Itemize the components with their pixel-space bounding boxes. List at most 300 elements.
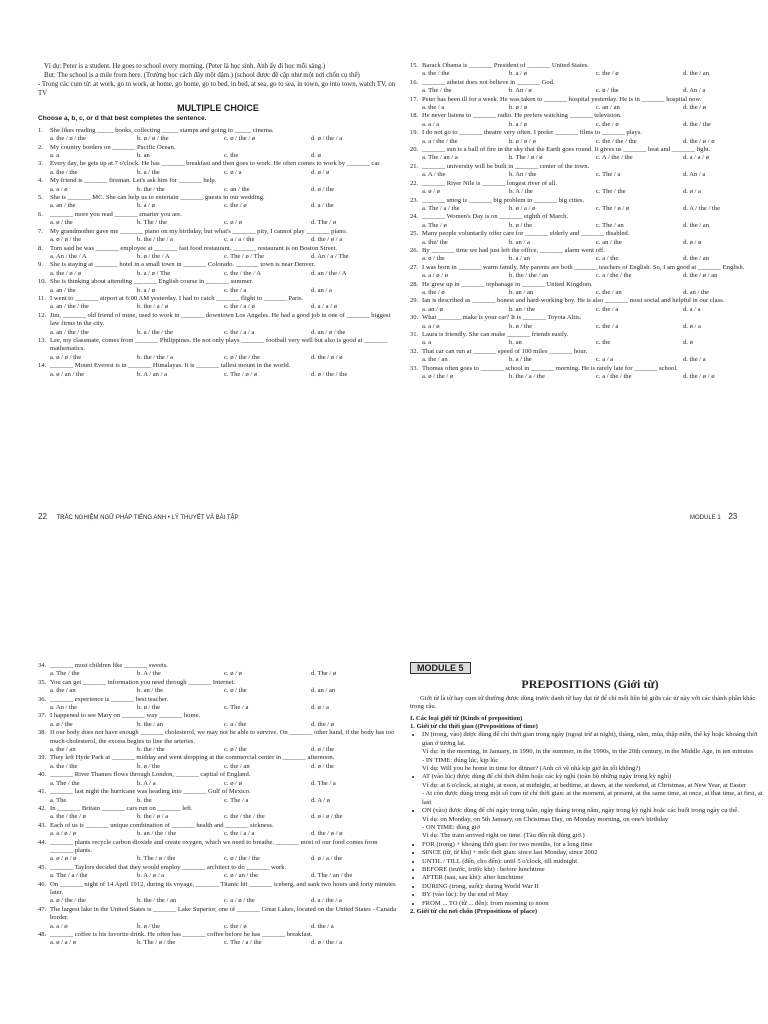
answer-option: b. A / the [137,670,161,678]
answer-option: c. a / a [596,356,614,364]
answer-option: b. the / ø / a [137,813,169,821]
answer-option: a. The / the [50,779,80,787]
answer-option: c. the / an [596,288,622,296]
answer-option: d. the / a [311,922,334,930]
answer-option: b. a / an [509,255,530,263]
answer-option: a. ø / ø / the [50,236,82,244]
question-text: You can get _______ information you need through _______ Internet. [50,678,236,686]
answer-option: d. the / ø / ø [311,353,343,361]
question-number: 13. [38,336,47,344]
answer-option: b. an / the / the [137,830,177,838]
question-number: 29. [410,297,419,305]
question-text: The largest lake in the United States is _______ Lake Superior, one of _______ Great Lakes, located on the United States - Canada border. [50,905,397,922]
answer-option: a. ø / the / ø [422,373,454,381]
answer-option: d. the / an [683,255,710,263]
question-number: 10. [38,278,47,286]
question-text: _______ most children like _______ sweets. [50,662,168,669]
answer-option: a. The / the [422,87,452,95]
answer-option: c. the / the / A [224,269,261,277]
answer-option: a. The / the [50,670,80,678]
footer-module: MODULE 1 [690,515,721,521]
question-item [410,348,768,365]
answer-option: c. an / the [224,185,250,193]
question-item [38,805,398,822]
answer-option: b. ø / the / A [137,252,170,260]
answer-option: a. ø / the [50,219,73,227]
question-number: 44. [38,838,47,846]
answer-option: d. the / ø [311,720,335,728]
question-number: 37. [38,712,47,720]
answer-option: b. ø / a / ø [509,204,536,212]
question-item [38,160,398,177]
question-item [410,112,768,129]
answer-option: c. an / an [596,104,620,112]
answer-option: d. ø / ø [311,168,330,176]
question-item [38,839,398,864]
question-item [410,129,768,146]
question-number: 42. [38,804,47,812]
example-line: Ví dụ: at 6 o'clock, at night, at noon, at midnight, at bedtime, at dawn, at the weekend, at Christmas, at New Year, at Easter [422,781,746,789]
question-text: Peter has been ill for a week. He was taken to _______ hospital yesterday. He is in _______ hospital now. [422,95,702,103]
example-line: - At còn được dùng trong một số cụm từ chỉ thời gian: at the moment, at present, at the same time, at once, at that time, at first, at last [422,790,763,806]
answer-option: a. the / ø / the [50,135,86,143]
answer-option: c. the / the / the [596,137,637,145]
answer-option: b. a / the [137,168,160,176]
preposition-item: • AFTER (sau, sau khi): after lunchtime [422,874,768,882]
question-number: 7. [38,227,43,235]
example-line: Ví dụ: on Monday, on 5th January, on Christmas Day, on Monday morning, on one's birthday [422,815,669,823]
note-example-school: Ví dụ: Peter is a student. He goes to school every morning. (Peter là học sinh. Anh ấy đi học mỗi sáng.) [44,63,326,70]
question-number: 17. [410,95,419,103]
question-item [410,197,768,214]
question-text: My grandmother gave me _______ piano on my birthday, but what's _______ pity, I cannot play _______ piano. [50,227,348,235]
question-number: 38. [38,729,47,737]
question-text: _______ coffee is his favorite drink. He often has _______ coffee before he has _______ breakfast. [50,931,313,938]
answer-option: d. ø / the [311,746,335,754]
answer-option: a. a / ø / ø [422,272,449,280]
answer-option: a. a / ø [422,322,440,330]
question-item [410,96,768,113]
example-line: - IN TIME: đúng lúc, kịp lúc [422,756,499,764]
answer-option: d. ø / a [311,704,329,712]
question-number: 12. [38,311,47,319]
answer-option: d. ø [311,152,321,160]
answer-option: d. ø / ø / the [311,813,343,821]
question-item [410,331,768,348]
answer-option: b. a / ø [509,120,527,128]
answer-option: d. An / a / The [311,252,349,260]
question-item [410,281,768,298]
answer-option: c. ø / the [596,87,619,95]
answer-option: c. the / ø [596,70,619,78]
answer-option: d. the / an [683,70,710,78]
answer-option: a. a [50,152,60,160]
answer-option: c. the / a [596,305,619,313]
answer-option: a. The / a / the [422,204,460,212]
question-text: In _______ Britain _______ cars run on _______ left. [50,804,193,812]
answer-option: a. the / the [50,762,78,770]
preposition-item: • BEFORE (trước, trước khi) : before lunchtime [422,866,768,874]
question-text: If our body does not have enough _______ cholesterol, we may not be able to survive. On _______ other hand, if the body has too much cholesterol, the excess begins to line the arteries. [50,729,395,745]
answer-option: b. A / the [509,188,533,196]
answer-option: c. The / the [596,188,626,196]
answer-option: d. ø / the / a [311,135,343,143]
answer-option: a. the/ the [422,238,448,246]
answer-option: a. ø / a / ø [50,939,77,947]
question-number: 8. [38,244,43,252]
question-item [38,261,398,278]
answer-option: a. an / the / the [50,303,89,311]
question-text: _______ sun is a ball of fire in the sky that the Earth goes round. It gives us _______ heat and _______ light. [422,146,711,154]
answer-option: d. an / an [311,687,336,695]
question-text: What _______ make is your car? It is _______ Toyota Altis. [422,314,582,322]
answer-option: d. the / ø / an [683,272,718,280]
preposition-item: • BY (vào lúc): by the end of May [422,891,768,899]
answer-option: a. ø / ø / the [50,353,82,361]
question-item [38,278,398,295]
answer-option: d. An / a [683,171,706,179]
question-item [38,312,398,337]
answer-option: c. ø / ø [224,670,242,678]
question-number: 33. [410,364,419,372]
question-item [38,822,398,839]
answer-option: a. The / ø [422,221,447,229]
answer-option: b. ø / the [137,704,161,712]
answer-option: d. ø / ø [683,238,702,246]
answer-option: c. The / ø / ø [224,370,258,378]
answer-option: b. An / ø [509,87,532,95]
question-text: He never listens to _______ radio. He prefers watching _______ television. [422,112,622,120]
answer-option: b. the / the / a [137,236,173,244]
answer-option: d. A / the / the [683,204,720,212]
answer-option: a. A / the [422,171,446,179]
answer-option: b. a / ø / The [137,269,171,277]
question-item [38,194,398,211]
answer-option: c. ø / a [224,168,242,176]
answer-option: b. ø / ø [509,104,528,112]
question-text: She is staying at _______ hotel in a small town in _______ Colorado. _______ town is near Denver. [50,261,316,269]
question-item [410,297,768,314]
question-number: 26. [410,246,419,254]
answer-option: c. ø / the [224,746,247,754]
answer-option: b. a / ø [137,286,155,294]
answer-option: c. the / ø [224,922,247,930]
question-number: 48. [38,931,47,938]
answer-option: c. The / an [596,221,624,229]
answer-option: b. the / a / the [509,373,545,381]
question-text: Thomas often goes to _______ school in _______ morning. He is rarely late for _______ school. [422,364,678,372]
question-number: 47. [38,905,47,913]
preposition-item: • ON (vào) được dùng để chỉ ngày trong tuần, ngày tháng trong năm, ngày trong kỳ nghỉ hoặc các buổi trong ngày cụ thể. [422,807,768,815]
answer-option: a. the / an [50,746,76,754]
question-item [410,213,768,230]
answer-option: b. ø / the [509,221,533,229]
answer-option: a. the / the [422,70,450,78]
question-list [410,62,768,381]
instruction: Choose a, b, c, or d that best completes the sentence. [38,115,207,123]
answer-option: d. the / a [683,356,706,364]
page-24 [38,662,398,948]
answer-option: d. the / ø [683,104,707,112]
question-item [410,230,768,247]
answer-option: b. The / ø / ø [509,154,543,162]
preposition-item: • DURING (trong, suốt): during World War II [422,883,768,891]
question-number: 9. [38,261,43,269]
question-number: 1. [38,126,43,134]
answer-option: b. A / ø / a [137,872,165,880]
page-number: 23 [728,512,738,521]
question-text: Each of us is _______ unique combination of _______ health and _______ sickness. [50,821,274,829]
answer-option: d. an / a [311,286,332,294]
question-number: 40. [38,771,47,779]
answer-option: a. the / an [422,356,448,364]
answer-option: b. the [137,796,152,804]
question-text: I went to _______ airport at 6:00 AM yesterday. I had to catch _______ flight to _______ Paris. [50,294,304,302]
question-number: 11. [38,294,46,302]
question-text: _______ university will be built in _______ center of the town. [422,162,590,170]
answer-option: a. ø / ø / ø [50,855,77,863]
answer-option: b. the / the / an [137,897,177,905]
answer-option: a. ø / ø [422,188,440,196]
question-number: 43. [38,821,47,829]
answer-option: d. The / ø [311,219,337,227]
question-number: 25. [410,230,419,238]
answer-option: d. ø / a / the [311,855,343,863]
question-text: That car can run at _______ speed of 100 miles _______ hour. [422,347,588,355]
answer-option: a. an / the [50,286,76,294]
question-item [410,180,768,197]
question-number: 20. [410,146,419,154]
question-number: 31. [410,331,419,338]
question-text: Lee, my classmate, comes from _______ Philippines. He not only plays _______ football very well but also is good at _______ mathematics. [50,336,388,353]
question-text: _______ plants recycle carbon dioxide and create oxygen, which we need to breathe. _______ most of our food comes from _______ plants. [50,838,378,854]
question-number: 18. [410,112,419,120]
question-number: 6. [38,210,43,218]
question-number: 3. [38,160,43,168]
question-text: She is _______ MC. She can help us to entertain _______ guests in our wedding. [50,194,265,202]
answer-option: d. the / the [683,120,711,128]
section-heading: MULTIPLE CHOICE [177,103,259,113]
answer-option: a. a / a [422,120,440,128]
question-item [38,362,398,379]
question-number: 23. [410,196,419,204]
answer-option: c. The / ø / The [224,252,265,260]
answer-option: a. an / the / the [50,328,89,336]
answer-option: c. The / a [224,796,249,804]
answer-option: c. a / the / the [596,373,632,381]
module-badge: MODULE 5 [410,662,471,674]
example-line: Ví dụ: The train arrived right on time. (Tàu đến rất đúng giờ.) [422,832,585,840]
answer-option: a. The [50,796,67,804]
question-item [410,146,768,163]
footer-title: TRẮC NGHIỆM NGỮ PHÁP TIẾNG ANH • LÝ THUYẾT VÀ BÀI TẬP [56,515,239,521]
answer-option: b. an / the [137,687,164,695]
answer-option: d. A / ø [311,796,331,804]
question-item [410,247,768,264]
question-number: 27. [410,263,419,271]
question-item [410,314,768,331]
footer-right [690,512,737,521]
answer-option: c. The / ø / ø [596,204,630,212]
answer-option: c. The / a / the [224,939,262,947]
answer-option: d. ø / a [683,322,701,330]
answer-option: d. a / the / a [311,897,342,905]
answer-option: d. an / the / A [311,269,347,277]
question-number: 35. [38,678,47,686]
question-number: 2. [38,143,43,151]
answer-option: b. an / the [509,305,536,313]
question-text: Many people voluntarily offer care for _______ elderly and _______ disabled. [422,230,630,238]
question-item [38,177,398,194]
question-item [38,127,398,144]
answer-option: b. The / the [137,219,167,227]
answer-option: d. a / a / ø [683,154,710,162]
answer-option: c. ø / the / the [224,855,260,863]
question-number: 34. [38,662,47,669]
question-text: _______ smog is _______ big problem in _______ big cities. [422,196,585,204]
question-text: _______ River Nile is _______ longest river of all. [422,179,557,187]
answer-option: b. A / a [137,779,156,787]
question-number: 28. [410,280,419,288]
answer-option: c. ø / ø [224,779,242,787]
answer-option: a. a [422,339,432,347]
section-kinds: I. Các loại giới từ (Kinds of preposition) [410,714,523,722]
question-number: 45. [38,863,47,871]
answer-option: c. a / a / the [224,236,255,244]
intro-text: Giới từ là từ hay cụm từ thường được dùng trước danh từ hay đại từ để chỉ mối liên hệ giữa các từ này với các thành phần khác trong câu. [410,694,756,711]
answer-option: d. ø / the / the [311,370,348,378]
question-item [410,163,768,180]
section-time: 1. Giới từ chỉ thời gian ((Prepositions of time) [410,723,538,731]
answer-option: c. a / the [224,720,247,728]
answer-option: b. the / a / ø [137,303,169,311]
question-item [410,365,768,382]
answer-option: d. the / ø / ø [683,137,715,145]
section-place: 2. Giới từ chỉ nơi chốn (Prepositions of place) [410,907,538,915]
answer-option: c. an / the [596,238,622,246]
answer-option: c. ø / ø [224,219,242,227]
answer-option: c. The / a [224,704,249,712]
example-line: Ví dụ: Will you be home in time for dinner? (Anh có về nhà kịp giờ ăn tối không?) [422,765,641,773]
question-item [410,264,768,281]
answer-option: c. the / a / a [224,328,255,336]
question-item [38,788,398,805]
answer-option: d. a / a [683,305,701,313]
answer-option: b. ø / the [137,762,161,770]
answer-option: a. The / a / the [50,872,88,880]
question-text: _______ experience is _______ best teacher. [50,695,169,703]
question-number: 14. [38,362,47,370]
question-item [38,712,398,729]
question-text: _______ atheist does not believe in _______ God. [422,78,555,86]
answer-option: a. the / ø / ø [50,269,82,277]
question-number: 41. [38,788,47,796]
question-text: _______ Women's Day is on _______ eighth of March. [422,213,569,221]
page-23 [410,62,768,381]
answer-option: c. the / a [224,286,247,294]
answer-option: c. the / ø [224,202,247,210]
question-number: 39. [38,754,47,762]
question-text: _______ Mount Everest is in _______ Himalayas. It is _______ tallest mount in the world. [50,362,291,370]
question-list [38,662,398,948]
answer-option: d. ø / a [683,188,701,196]
question-text: I was born in _______ warm family. My parents are both _______ teachers of English. So, I am good at _______ English. [422,263,745,271]
chapter-title: PREPOSITIONS (Giới từ) [521,677,659,692]
answer-option: b. an / a [509,238,530,246]
answer-option: d. the / ø / ø [683,373,715,381]
answer-option: a. the / the [50,168,78,176]
answer-option: b. ø / ø / ø [509,137,536,145]
question-text: Every day, he gets up at 7 o'clock. He has _______ breakfast and then goes to work. He often comes to work by _______ car. [50,160,381,168]
answer-option: b. An / the [509,171,537,179]
answer-option: a. ø / the / the [50,897,86,905]
answer-option: b. a / ø [509,70,527,78]
question-text: I happened to see Mary on _______ way _______ home. [50,712,201,720]
answer-option: c. the / ø [596,120,619,128]
answer-option: d. The / an / the [311,872,353,880]
question-number: 30. [410,314,419,322]
answer-option: b. an [509,339,522,347]
question-text: _______ River Thames flows through London, _______ capital of England. [50,771,251,779]
answer-option: a. The / an / a [422,154,458,162]
page-22 [38,62,398,379]
question-item [38,754,398,771]
question-item [38,771,398,788]
question-number: 16. [410,78,419,86]
answer-option: d. the / ø / a [311,236,343,244]
answer-option: c. the / the / the [224,813,265,821]
question-number: 19. [410,129,419,137]
answer-option: d. The / ø [311,670,337,678]
question-text: My country borders on _______ Pacific Ocean. [50,143,176,151]
answer-option: a. ø / an / the [50,370,85,378]
question-number: 15. [410,62,419,69]
answer-option: d. The / a [311,779,336,787]
question-number: 5. [38,194,43,202]
answer-option: c. the / a / ø [224,303,255,311]
question-item [38,729,398,754]
answer-option: a. an / ø [422,305,443,313]
answer-option: a. the / an [50,687,76,695]
question-text: Laura is friendly. She can make _______ friends easily. [422,331,569,338]
answer-option: a. ø / the [422,255,445,263]
question-text: By _______ time we had just left the office, _______ alarm went off. [422,246,605,254]
answer-option: d. a / the [311,202,334,210]
question-number: 32. [410,347,419,355]
answer-option: c. A / the / the [596,154,633,162]
preposition-item: • FOR (trong) + khoảng thời gian: for two months, for a long time [422,841,768,849]
preposition-item: • UNTIL / TILL (đến, cho đến): until 5 o'clock, till midnight [422,858,768,866]
question-list [38,127,398,379]
note-but-school: But: The school is a mile from here. (Trường học cách đây một dặm.) (school được đề cập như một nơi chốn cụ thể) [44,72,360,79]
answer-option: a. An / the / A [50,252,87,260]
question-item [38,931,398,948]
answer-option: b. an / an [509,288,534,296]
answer-option: b. a / the [509,356,532,364]
question-text: They left Hyde Park at _______ midday and went shopping at the commercial center in _______ afternoon. [50,754,335,762]
answer-option: a. a / the / the [422,137,458,145]
preposition-item: • AT (vào lúc) được dùng để chỉ thời điểm hoặc các kỳ nghỉ (toàn bộ những ngày trong kỳ nghỉ) [422,773,768,781]
question-text: He grew up in _______ orphanage in _______ United Kingdom. [422,280,593,288]
question-item [410,79,768,96]
question-item [38,228,398,245]
question-text: She likes reading _____ books, collecting _____ stamps and going to _____ cinema. [50,126,274,134]
question-number: 24. [410,213,419,221]
answer-option: c. ø / the [224,687,247,695]
question-item [38,679,398,696]
answer-option: d. a / a / ø [311,303,338,311]
answer-option: d. ø / the [311,185,335,193]
